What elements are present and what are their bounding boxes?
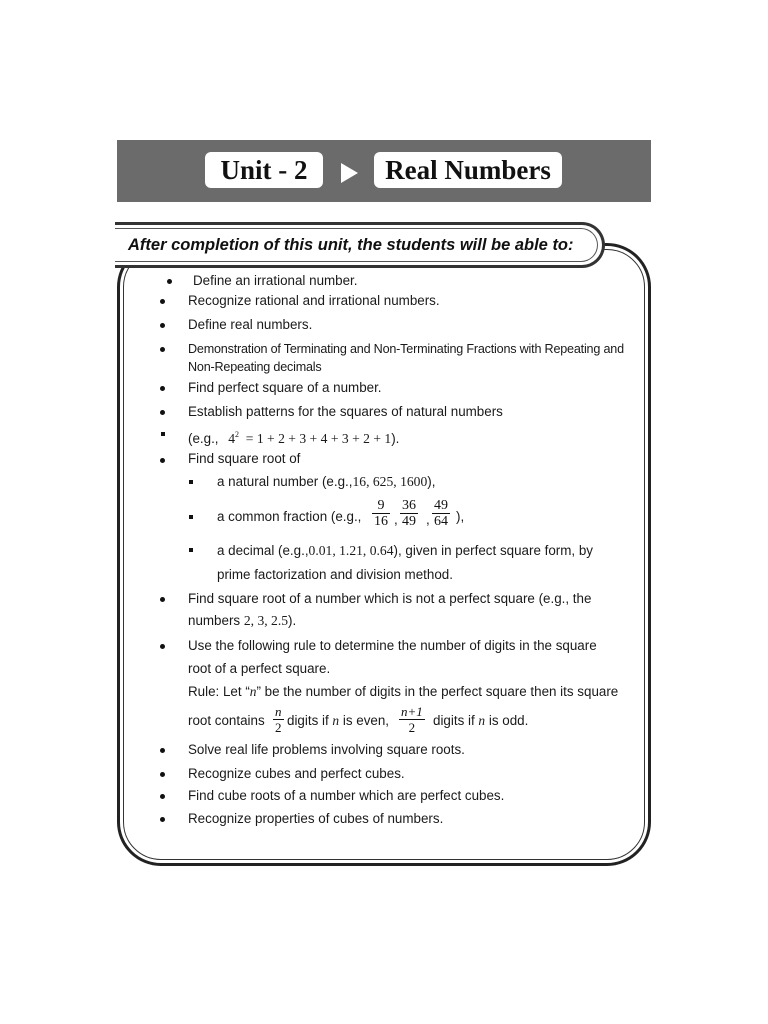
objective-item-continued: root of a perfect square.: [188, 661, 331, 676]
sub-item-values: 16, 625, 1600: [352, 474, 428, 489]
sub-item-natural-number: [217, 474, 435, 490]
rule-prefix: Rule: Let “: [188, 684, 250, 699]
example-suffix: ).: [391, 431, 400, 446]
digits-if-even-text: [287, 713, 389, 729]
objective-item: Recognize cubes and perfect cubes.: [188, 766, 405, 781]
sub-item-prefix: a natural number (e.g.,: [217, 474, 353, 489]
item-values: 2, 3, 2.5: [243, 613, 289, 628]
item-prefix: numbers: [188, 613, 241, 628]
objective-item-continued: [188, 613, 296, 629]
objective-item: Define real numbers.: [188, 317, 313, 332]
bullet-dot: [160, 410, 165, 415]
fraction-numerator: 49: [434, 498, 448, 513]
bullet-dot: [160, 748, 165, 753]
bullet-dot: [160, 817, 165, 822]
fraction-n-plus-1-over-2: [399, 704, 425, 735]
play-arrow-icon: [341, 163, 358, 183]
example-expression: = 1 + 2 + 3 + 4 + 3 + 2 + 1: [245, 431, 392, 446]
root-contains-text: root contains: [188, 713, 265, 728]
sub-bullet-square: [189, 480, 193, 484]
sub-item-values: 0.01, 1.21, 0.64: [308, 543, 394, 558]
fraction-n-over-2: [273, 704, 284, 735]
digits-if-odd-text: [433, 713, 528, 729]
rule-text: [188, 684, 618, 700]
unit-title: Real Numbers: [374, 152, 562, 188]
bullet-dot: [160, 323, 165, 328]
fraction-9-16: [372, 498, 390, 529]
bullet-dot: [160, 386, 165, 391]
fraction-numerator: 36: [402, 498, 416, 513]
sub-bullet-square: [189, 548, 193, 552]
fraction-denominator: 49: [402, 514, 416, 529]
objective-item: Use the following rule to determine the number of digits in the square: [188, 638, 597, 653]
fraction-denominator: 2: [275, 720, 282, 735]
objective-item-continued: Non-Repeating decimals: [188, 360, 322, 374]
digits-if-label: digits if: [433, 713, 475, 728]
is-even-label: is even,: [342, 713, 390, 728]
bullet-dot: [160, 644, 165, 649]
fraction-36-49: [400, 498, 418, 529]
objective-item: Define an irrational number.: [193, 273, 358, 288]
objective-item: Establish patterns for the squares of natural numbers: [188, 404, 503, 419]
bullet-dot: [160, 597, 165, 602]
bullet-dot: [167, 279, 172, 284]
objectives-heading: After completion of this unit, the students will be able to:: [128, 236, 574, 254]
sub-item-decimal: [217, 543, 593, 559]
objective-item: Find cube roots of a number which are perfect cubes.: [188, 788, 505, 803]
bullet-dot: [160, 299, 165, 304]
objective-item: Recognize rational and irrational numbers.: [188, 293, 440, 308]
sub-item-suffix: ),: [427, 474, 436, 489]
sub-bullet-square: [189, 515, 193, 519]
fraction-49-64: [432, 498, 450, 529]
bullet-dot: [160, 347, 165, 352]
objective-item: Find square root of: [188, 451, 301, 466]
variable-n: n: [478, 713, 486, 728]
objective-item: Find perfect square of a number.: [188, 380, 382, 395]
example-base: 4: [228, 431, 236, 446]
sub-item-common-fraction-prefix: a common fraction (e.g.,: [217, 509, 362, 524]
fraction-numerator: 9: [377, 498, 385, 513]
sub-item-prefix: a decimal (e.g.,: [217, 543, 309, 558]
sub-item-suffix: ),: [456, 509, 465, 524]
unit-banner: [117, 140, 651, 202]
sub-item-suffix: ), given in perfect square form, by: [393, 543, 593, 558]
objective-item: Demonstration of Terminating and Non-Terminating Fractions with Repeating and: [188, 342, 624, 356]
bullet-dot: [160, 772, 165, 777]
objective-item: Recognize properties of cubes of numbers.: [188, 811, 444, 826]
fraction-denominator: 16: [374, 514, 388, 529]
variable-n: n: [332, 713, 340, 728]
item-suffix: ).: [288, 613, 297, 628]
fraction-separator: ,: [394, 512, 398, 527]
example-prefix: (e.g.,: [188, 431, 219, 446]
fraction-numerator: n: [275, 704, 282, 719]
unit-label: Unit - 2: [205, 152, 323, 188]
objective-item: Solve real life problems involving square roots.: [188, 742, 465, 757]
square-pattern-example: [188, 427, 399, 447]
fraction-numerator: n+1: [401, 704, 423, 719]
fraction-denominator: 64: [434, 514, 448, 529]
bullet-square: [161, 432, 165, 436]
objective-item: Find square root of a number which is not a perfect square (e.g., the: [188, 591, 592, 606]
fraction-denominator: 2: [399, 719, 425, 735]
is-odd-label: is odd.: [488, 713, 529, 728]
rule-suffix: ” be the number of digits in the perfect square then its square: [256, 684, 619, 699]
bullet-dot: [160, 458, 165, 463]
fraction-separator: ,: [426, 512, 430, 527]
bullet-dot: [160, 794, 165, 799]
digits-if-label: digits if: [287, 713, 329, 728]
rule-variable: n: [249, 684, 257, 699]
example-exponent: 2: [235, 430, 240, 439]
sub-item-continued: prime factorization and division method.: [217, 567, 453, 582]
